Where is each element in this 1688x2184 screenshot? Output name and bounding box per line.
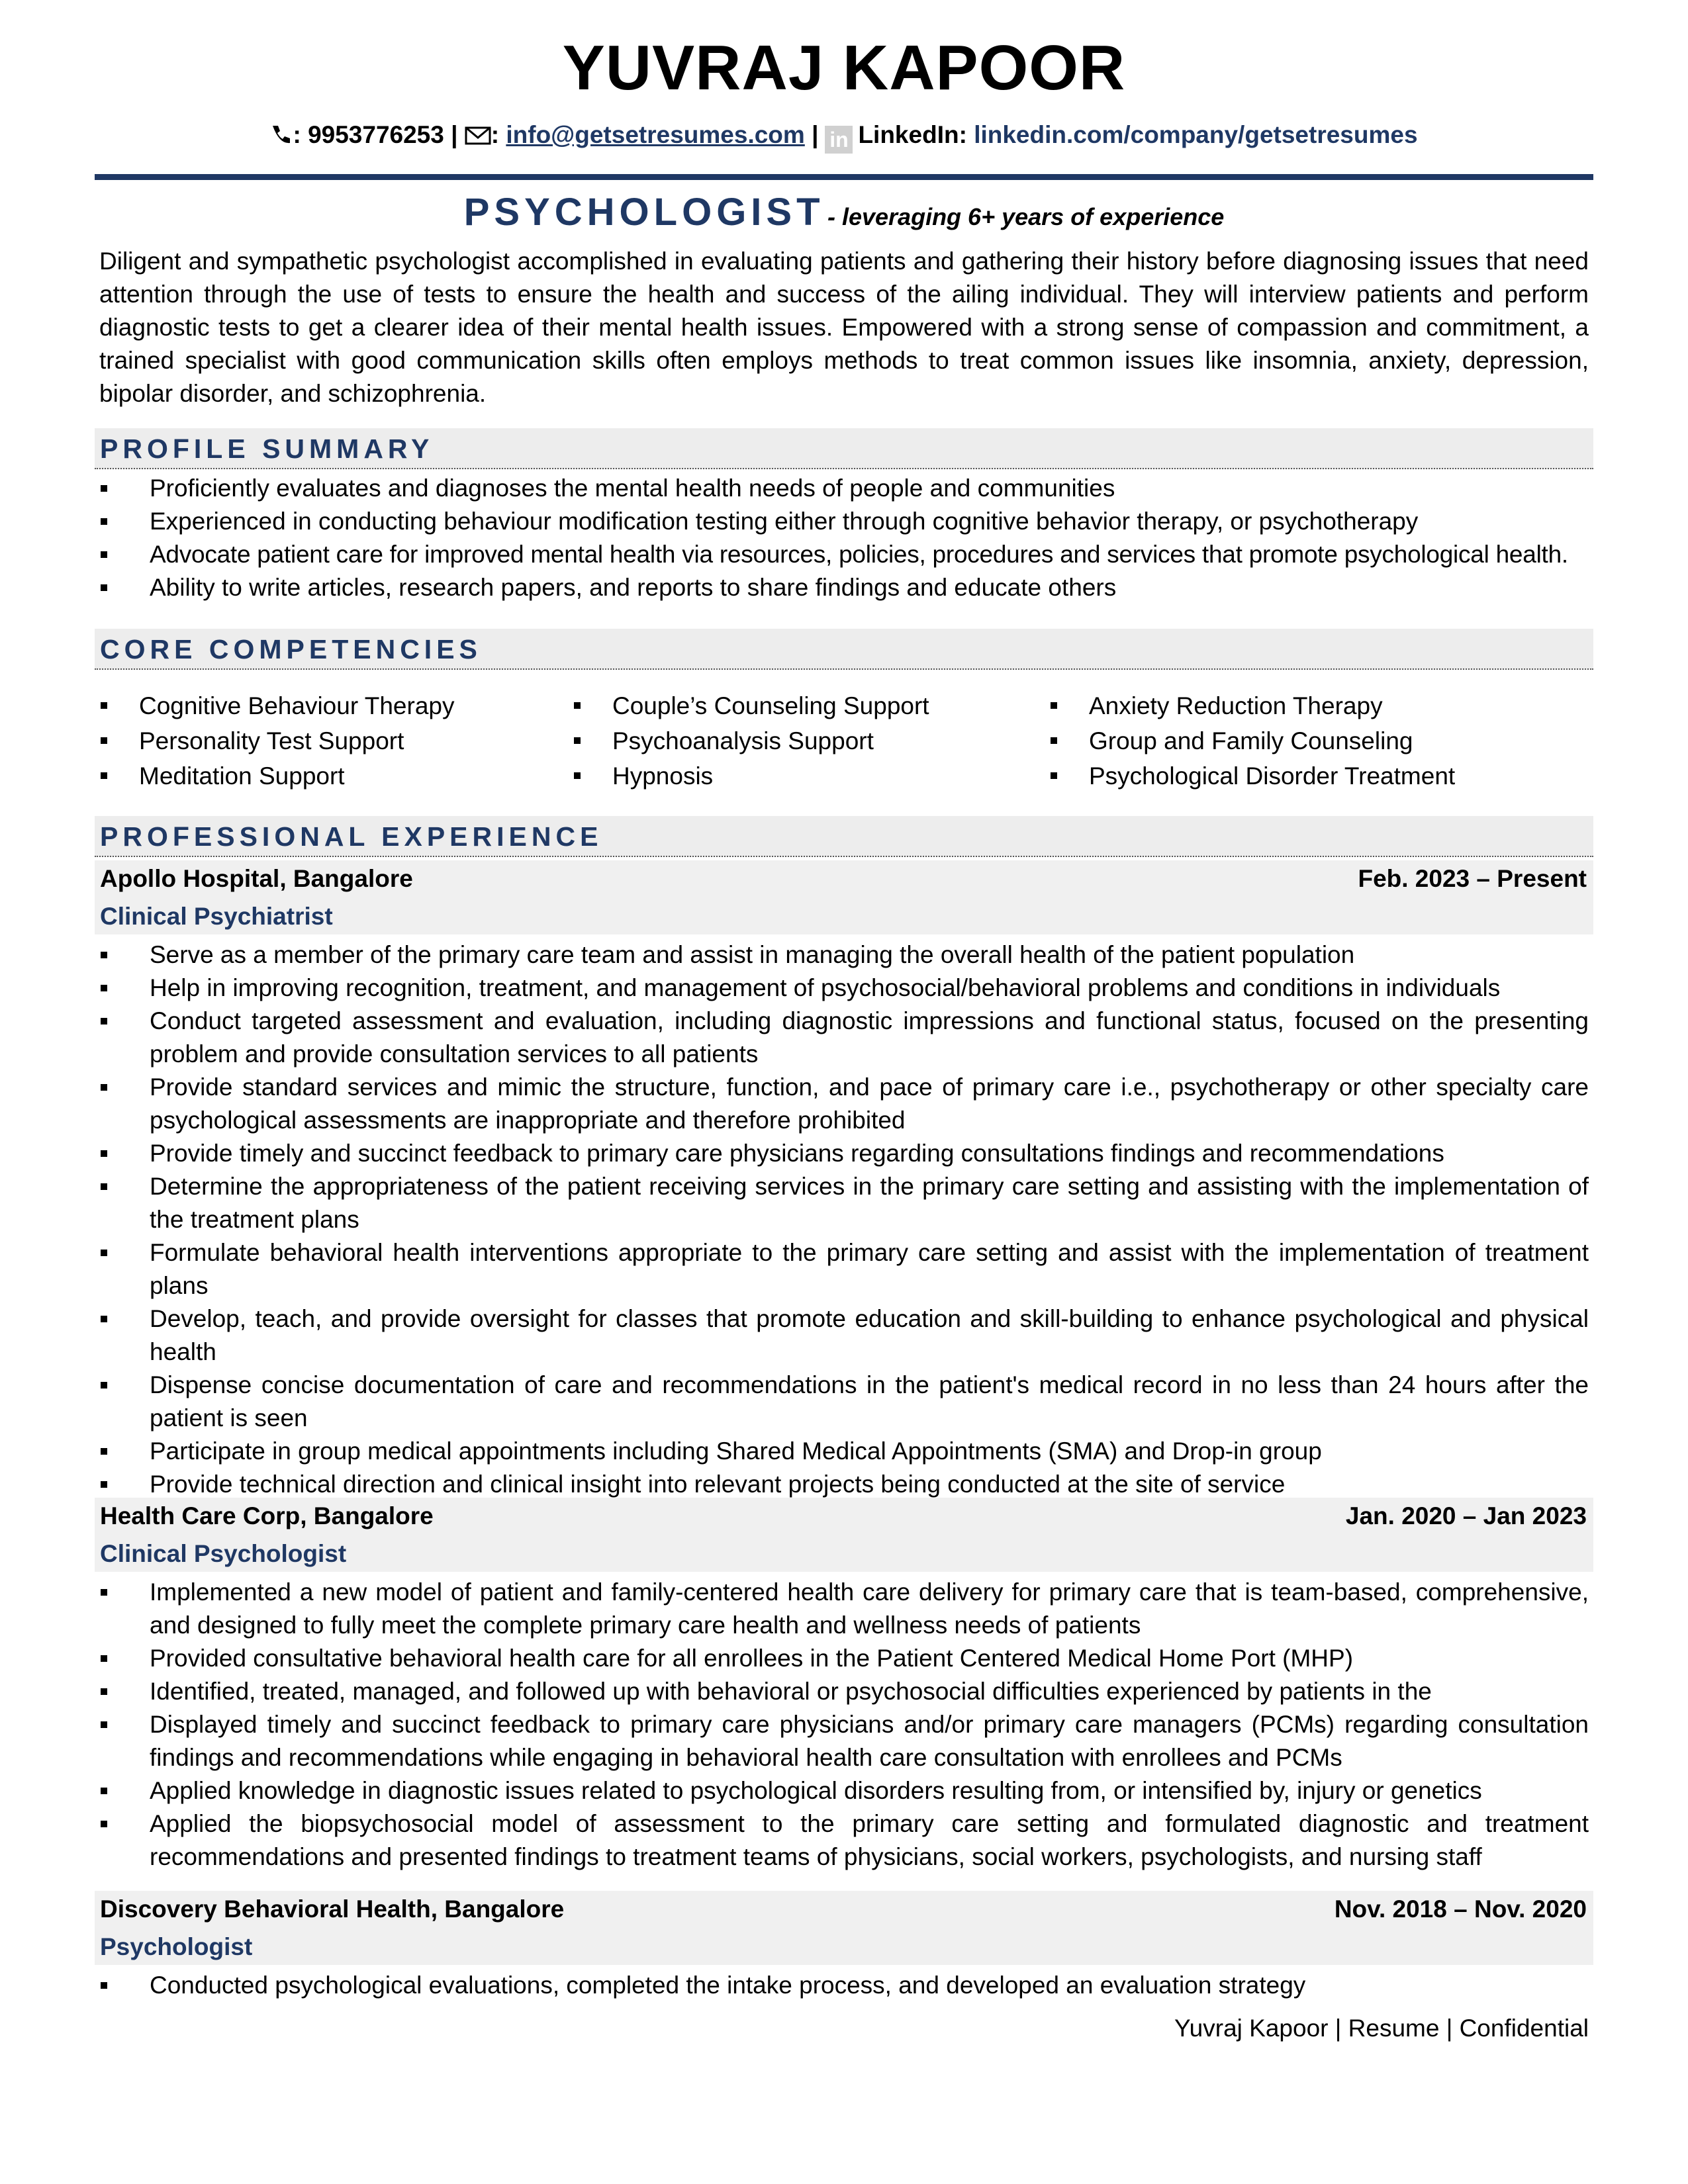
job-header xyxy=(95,1891,1593,1965)
list-item: Hypnosis xyxy=(573,758,929,794)
list-item: Identified, treated, managed, and followed up with behavioral or psychosocial difficulties experienced by patients in the xyxy=(99,1675,1589,1708)
list-item: Participate in group medical appointments including Shared Medical Appointments (SMA) and Drop-in group xyxy=(99,1435,1589,1468)
list-item: Cognitive Behaviour Therapy xyxy=(99,688,454,723)
separator: | xyxy=(812,121,819,148)
company-name: Discovery Behavioral Health, Bangalore xyxy=(100,1895,565,1923)
job-header xyxy=(95,860,1593,934)
list-item: Formulate behavioral health interventions appropriate to the primary care setting and assist with the implementation of treatment plans xyxy=(99,1236,1589,1302)
separator: | xyxy=(451,121,465,148)
core-competencies-heading xyxy=(95,629,1593,670)
phone-label: : xyxy=(293,121,308,148)
page-footer: Yuvraj Kapoor | Resume | Confidential xyxy=(1174,2015,1589,2042)
list-item: Couple’s Counseling Support xyxy=(573,688,929,723)
list-item: Applied the biopsychosocial model of assessment to the primary care setting and formulated diagnostic and treatment recommendations and presented findings to treatment teams of physicians, social workers, psychologists, and nursing staff xyxy=(99,1807,1589,1874)
list-item: Serve as a member of the primary care team and assist in managing the overall health of the patient population xyxy=(99,938,1589,972)
list-item: Displayed timely and succinct feedback to primary care physicians and/or primary care managers (PCMs) regarding consultation findings and recommendations while engaging in behavioral health care consultation with enrollees and PCMs xyxy=(99,1708,1589,1774)
job-header xyxy=(95,1498,1593,1572)
email-link[interactable]: info@getsetresumes.com xyxy=(506,121,805,148)
contact-line xyxy=(0,118,1688,152)
list-item: Psychological Disorder Treatment xyxy=(1049,758,1455,794)
list-item: Group and Family Counseling xyxy=(1049,723,1455,758)
job-title: Clinical Psychiatrist xyxy=(100,903,333,930)
job-title: Clinical Psychologist xyxy=(100,1540,347,1567)
list-item: Provide standard services and mimic the structure, function, and pace of primary care i.e., psychotherapy or other specialty care psychological assessments are inappropriate and therefore prohibited xyxy=(99,1071,1589,1137)
professional-experience-heading xyxy=(95,816,1593,857)
company-name: Health Care Corp, Bangalore xyxy=(100,1502,434,1529)
linkedin-link[interactable]: linkedin.com/company/getsetresumes xyxy=(974,121,1418,148)
list-item: Proficiently evaluates and diagnoses the mental health needs of people and communities xyxy=(99,472,1589,505)
job-dates: Nov. 2018 – Nov. 2020 xyxy=(1334,1895,1587,1923)
list-item: Develop, teach, and provide oversight for classes that promote education and skill-building to enhance psychological and physical health xyxy=(99,1302,1589,1369)
company-name: Apollo Hospital, Bangalore xyxy=(100,865,413,892)
job-title: Psychologist xyxy=(100,1933,253,1960)
list-item: Experienced in conducting behaviour modification testing either through cognitive behavior therapy, or psychotherapy xyxy=(99,505,1589,538)
job-bullets xyxy=(99,938,1589,1501)
summary-paragraph: Diligent and sympathetic psychologist accomplished in evaluating patients and gathering their history before diagnosing issues that need attention through the use of tests to ensure the health and success of the ailing individual. They will interview patients and perform diagnostic tests to get a clearer idea of their mental health issues. Empowered with a strong sense of compassion and commitment, a trained specialist with good communication skills often employs methods to treat common issues like insomnia, anxiety, depression, bipolar disorder, and schizophrenia. xyxy=(99,248,1589,407)
list-item: Anxiety Reduction Therapy xyxy=(1049,688,1455,723)
list-item: Meditation Support xyxy=(99,758,454,794)
envelope-icon xyxy=(465,120,491,155)
list-item: Conduct targeted assessment and evaluation, including diagnostic impressions and functional status, focused on the presenting problem and provide consultation services to all patients xyxy=(99,1005,1589,1071)
role-headline xyxy=(0,189,1688,240)
header-divider xyxy=(95,174,1593,180)
job-bullets xyxy=(99,1576,1589,1874)
list-item: Conducted psychological evaluations, completed the intake process, and developed an evaluation strategy xyxy=(99,1969,1589,2002)
email-label-colon: : xyxy=(491,121,506,148)
section-heading-text: PROFILE SUMMARY xyxy=(100,433,434,464)
list-item: Advocate patient care for improved mental health via resources, policies, procedures and services that promote psychological health. xyxy=(99,538,1589,571)
linkedin-label: LinkedIn: xyxy=(858,121,967,148)
competencies-column-1 xyxy=(99,688,454,794)
phone-icon xyxy=(270,120,293,155)
role-title: PSYCHOLOGIST xyxy=(463,191,825,234)
competencies-column-2 xyxy=(573,688,929,794)
role-subtitle: - leveraging 6+ years of experience xyxy=(827,203,1225,230)
job-dates: Jan. 2020 – Jan 2023 xyxy=(1345,1502,1587,1529)
job-dates: Feb. 2023 – Present xyxy=(1358,865,1587,892)
profile-summary-list xyxy=(99,472,1589,604)
section-heading-text: CORE COMPETENCIES xyxy=(100,634,482,664)
competencies-column-3 xyxy=(1049,688,1455,794)
list-item: Provided consultative behavioral health care for all enrollees in the Patient Centered Medical Home Port (MHP) xyxy=(99,1642,1589,1675)
list-item: Determine the appropriateness of the patient receiving services in the primary care setting and assisting with the implementation of the treatment plans xyxy=(99,1170,1589,1236)
list-item: Dispense concise documentation of care and recommendations in the patient's medical record in no less than 24 hours after the patient is seen xyxy=(99,1369,1589,1435)
list-item: Provide technical direction and clinical insight into relevant projects being conducted at the site of service xyxy=(99,1468,1589,1501)
candidate-name: YUVRAJ KAPOOR xyxy=(562,32,1126,103)
list-item: Ability to write articles, research papers, and reports to share findings and educate others xyxy=(99,571,1589,604)
phone-number: 9953776253 xyxy=(308,121,444,148)
list-item: Help in improving recognition, treatment, and management of psychosocial/behavioral problems and conditions in individuals xyxy=(99,972,1589,1005)
job-bullets xyxy=(99,1969,1589,2002)
list-item: Implemented a new model of patient and family-centered health care delivery for primary care that is team-based, comprehensive, and designed to fully meet the complete primary care health and wellness needs of patients xyxy=(99,1576,1589,1642)
profile-summary-heading xyxy=(95,428,1593,469)
list-item: Personality Test Support xyxy=(99,723,454,758)
list-item: Provide timely and succinct feedback to primary care physicians regarding consultations findings and recommendations xyxy=(99,1137,1589,1170)
list-item: Applied knowledge in diagnostic issues related to psychological disorders resulting from, or intensified by, injury or genetics xyxy=(99,1774,1589,1807)
linkedin-icon: in xyxy=(825,126,853,154)
list-item: Psychoanalysis Support xyxy=(573,723,929,758)
section-heading-text: PROFESSIONAL EXPERIENCE xyxy=(100,821,603,852)
